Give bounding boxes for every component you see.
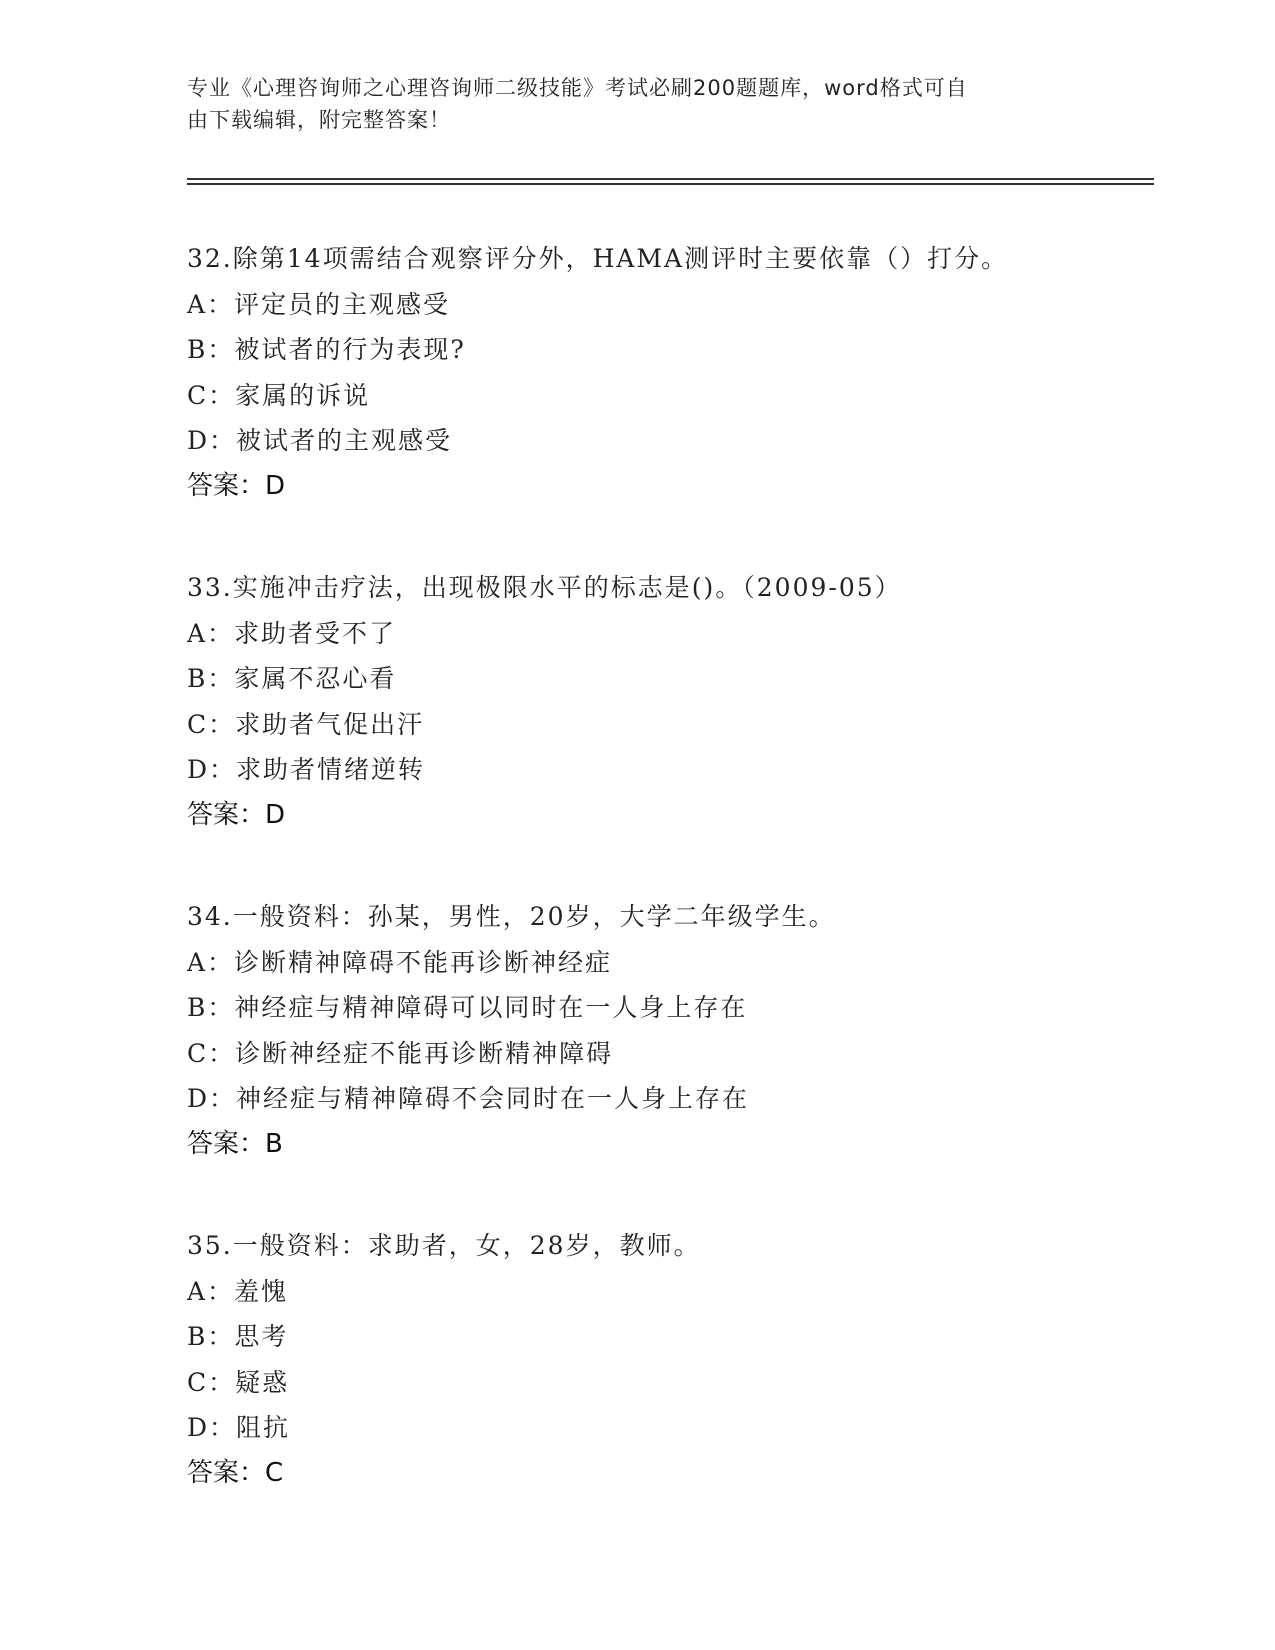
option-c: C：求助者气促出汗 <box>187 709 425 739</box>
question-stem: 33.实施冲击疗法，出现极限水平的标志是()。（2009-05） <box>187 573 902 602</box>
option-a: A：羞愧 <box>187 1276 289 1306</box>
question-stem: 34.一般资料：孙某，男性，20岁，大学二年级学生。 <box>187 902 836 931</box>
option-c: C：疑惑 <box>187 1367 290 1397</box>
option-d: D：阻抗 <box>187 1413 291 1442</box>
header-line-1: 专业《心理咨询师之心理咨询师二级技能》考试必刷200题题库，word格式可自 <box>187 76 968 100</box>
option-b: B：家属不忍心看 <box>187 664 397 693</box>
option-d: D：被试者的主观感受 <box>187 426 453 455</box>
question-stem: 32.除第14项需结合观察评分外，HAMA测评时主要依靠（）打分。 <box>187 244 1009 273</box>
answer: 答案：B <box>187 1128 283 1159</box>
question-33 <box>187 565 1154 838</box>
option-c: C：诊断神经症不能再诊断精神障碍 <box>187 1038 614 1068</box>
header-divider-top <box>187 178 1154 180</box>
question-34 <box>187 894 1154 1167</box>
option-b: B：被试者的行为表现? <box>187 335 466 364</box>
option-a: A：求助者受不了 <box>187 618 397 648</box>
option-c: C：家属的诉说 <box>187 380 371 410</box>
question-list <box>187 236 1154 1552</box>
answer: 答案：D <box>187 799 286 830</box>
question-32 <box>187 236 1154 509</box>
document-header <box>187 72 1067 136</box>
option-a: A：评定员的主观感受 <box>187 289 451 319</box>
option-d: D：求助者情绪逆转 <box>187 755 426 784</box>
option-b: B：神经症与精神障碍可以同时在一人身上存在 <box>187 993 748 1022</box>
question-35 <box>187 1223 1154 1496</box>
header-divider-bottom <box>187 183 1154 185</box>
option-b: B：思考 <box>187 1322 289 1351</box>
header-line-2: 由下载编辑，附完整答案！ <box>187 108 451 132</box>
option-a: A：诊断精神障碍不能再诊断神经症 <box>187 947 613 977</box>
answer: 答案：D <box>187 470 286 501</box>
answer: 答案：C <box>187 1457 284 1488</box>
option-d: D：神经症与精神障碍不会同时在一人身上存在 <box>187 1084 750 1113</box>
question-stem: 35.一般资料：求助者，女，28岁，教师。 <box>187 1231 701 1260</box>
